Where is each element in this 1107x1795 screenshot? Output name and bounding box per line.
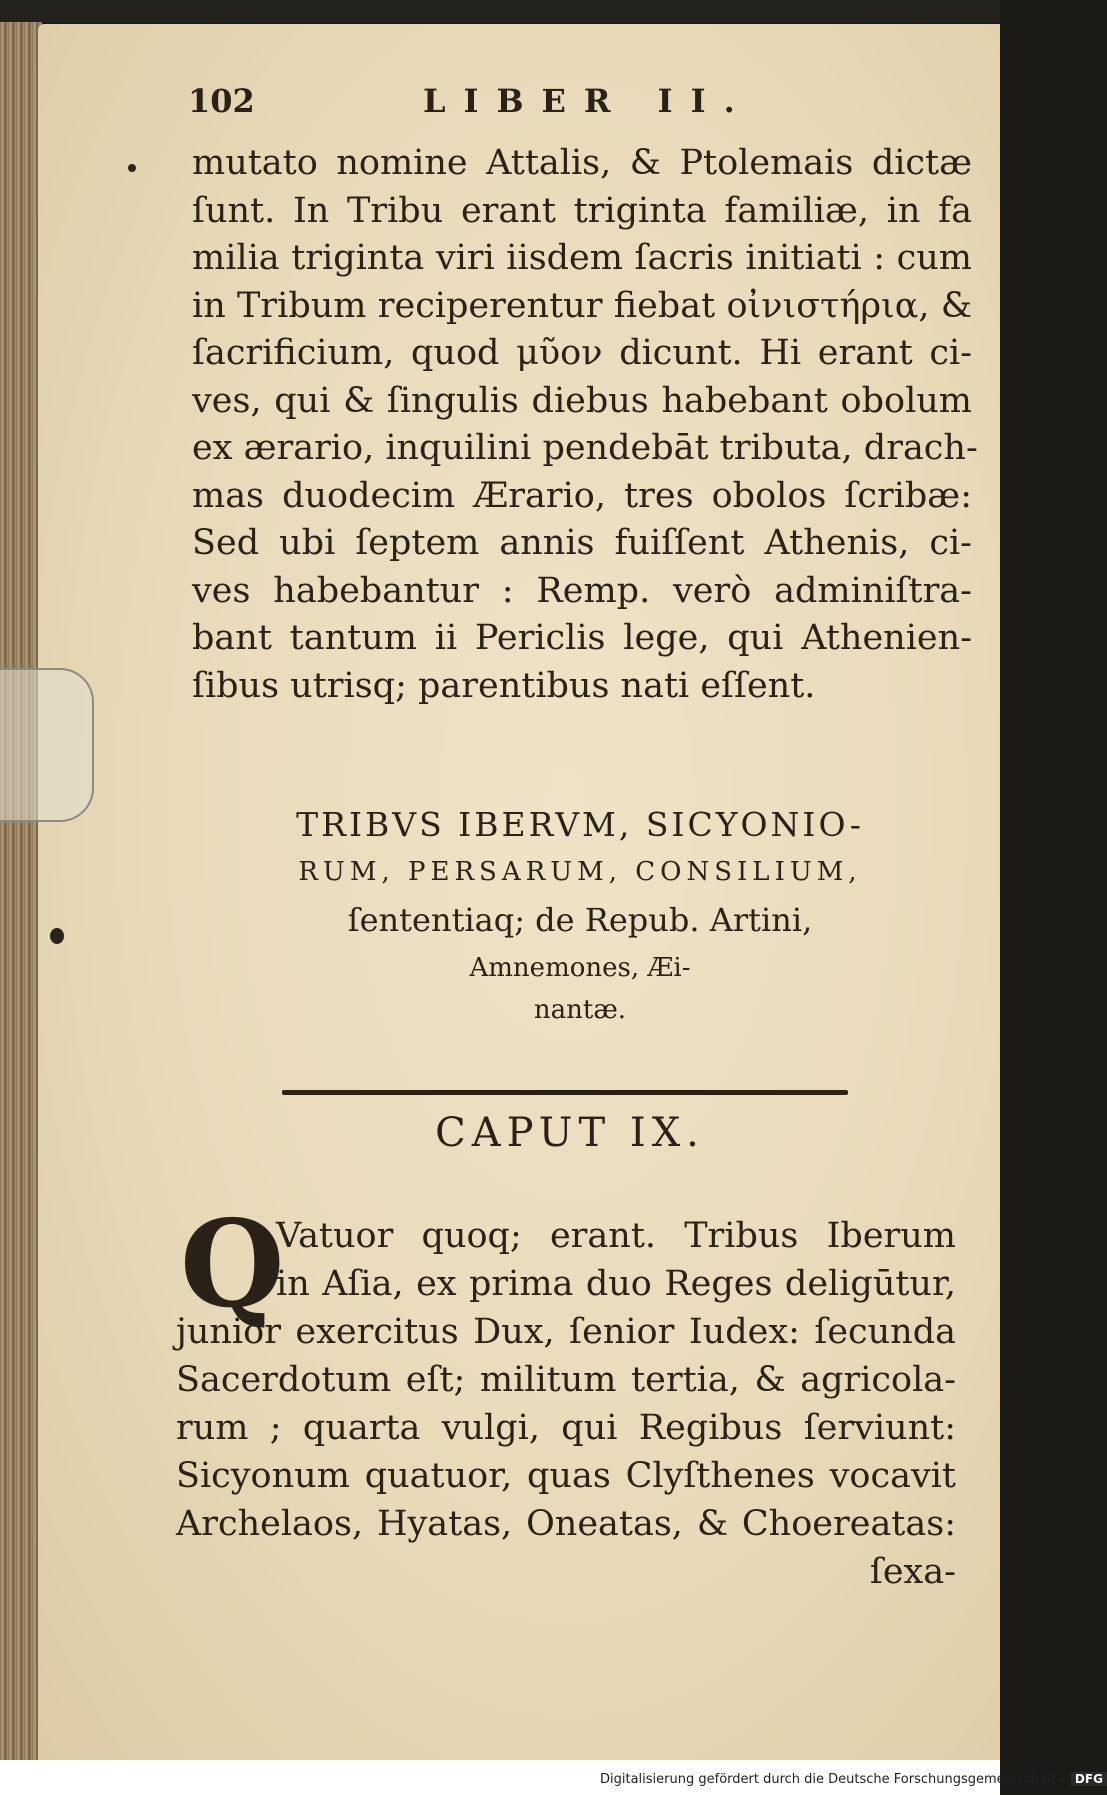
text-line: in Tribum reciperentur fiebat οἰνιστήρια, & [192,285,972,326]
text-line: milia triginta viri iisdem ſacris initiati : cum [192,238,972,278]
catchword: ſexa- [869,1552,956,1592]
text-line: Sed ubi ſeptem annis fuiſſent Athenis, ci- [192,523,972,563]
text-line: Sicyonum quatuor, quas Clyſthenes vocavit [176,1456,956,1496]
running-title: LIBER II. [423,82,753,120]
divider-rule [282,1090,848,1095]
text-line: mutato nomine Attalis, & Ptolemais dictæ [192,143,972,183]
text-line: ves habebantur : Remp. verò adminiſtra- [192,570,972,611]
text-line: Archelaos, Hyatas, Oneatas, & Choereatas: [176,1504,956,1544]
text-line: Vatuor quoq; erant. Tribus Iberum [276,1216,956,1256]
text-line: ſibus utrisq; parentibus nati eſſent. [192,665,816,706]
text-line: ſunt. In Tribu erant triginta familiæ, in fa [192,190,972,231]
text-line: in Aſia, ex prima duo Reges deligūtur, [276,1264,956,1304]
text-line: ſacrificium, quod μῦον dicunt. Hi erant ci- [192,333,972,373]
page-number: 102 [188,82,255,120]
ink-spot-top [128,164,136,172]
page-tab-marker [0,668,94,822]
text-line: ex ærario, inquilini pendebāt tributa, drach- [192,428,978,468]
credit-text: Digitalisierung gefördert durch die Deutsche Forschungsgemeinschaft - [600,1772,1065,1787]
chapter-paragraph [176,1194,956,1596]
chapter-title: CAPUT IX. [435,1110,705,1156]
text-line: ves, qui & ſingulis diebus habebant obolum [192,380,972,421]
section-heading-line: RUM, PERSARUM, CONSILIUM, [298,857,862,887]
page-header [188,82,828,132]
section-heading-line: nantæ. [533,995,627,1025]
ink-spot-margin [50,928,64,944]
book-page-edges [0,22,42,1762]
drop-cap: Q [180,1194,285,1335]
body-paragraph [192,140,978,710]
text-line: mas duodecim Ærario, tres obolos ſcribæ: [192,475,972,516]
text-line: bant tantum ii Periclis lege, qui Athenien- [192,618,972,658]
dfg-logo: DFG [1071,1772,1107,1786]
section-heading-line: ſententiaq; de Repub. Artini, [347,901,813,939]
text-line: rum ; quarta vulgi, qui Regibus ſerviunt: [176,1408,956,1448]
text-line: junior exercitus Dux, ſenior Iudex: ſecunda [176,1312,956,1352]
text-line: Sacerdotum eſt; militum tertia, & agricola- [176,1360,956,1400]
scan-top-border [0,0,1000,22]
section-heading-line: TRIBVS IBERVM, SICYONIO- [296,805,864,844]
digitization-credit [600,1772,1103,1792]
section-heading-line: Amnemones, Æi- [469,953,691,983]
section-heading [190,800,970,1030]
